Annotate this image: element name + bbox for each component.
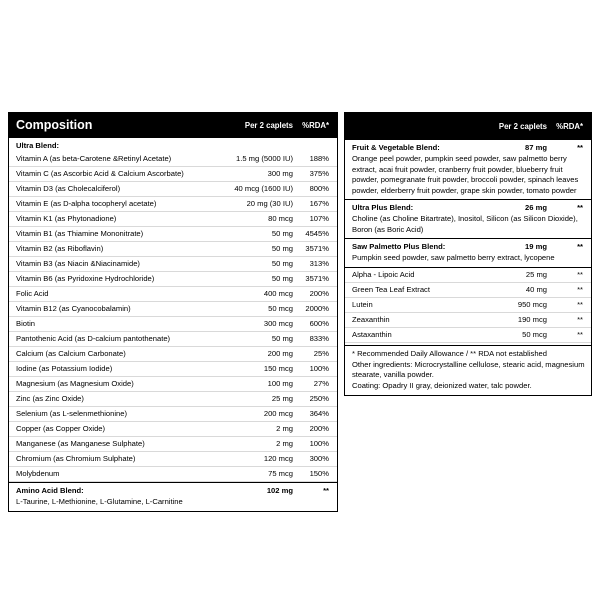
blends-header-per-2-caplets: Per 2 caplets xyxy=(498,122,547,131)
footnote-coating: Coating: Opadry II gray, deionized water, talc powder. xyxy=(352,380,532,390)
table-row xyxy=(9,287,337,302)
group-description: Choline (as Choline Bitartrate), Inositol, Silicon (as Silicon Dioxide), Boron (as Boric Acid) xyxy=(352,214,578,234)
table-row xyxy=(9,212,337,227)
table-row xyxy=(9,317,337,332)
nutrient-amount: 190 mcg xyxy=(517,315,547,324)
nutrient-rda: 107% xyxy=(309,214,329,223)
nutrient-name: Vitamin A (as beta-Carotene &Retinyl Acetate) xyxy=(16,154,172,163)
nutrient-amount: 50 mg xyxy=(271,259,293,268)
group-description-saw-palmetto-plus-blend xyxy=(345,253,591,267)
nutrient-name: Chromium (as Chromium Sulphate) xyxy=(16,454,136,463)
nutrient-amount: 1.5 mg (5000 IU) xyxy=(236,154,293,163)
composition-header xyxy=(9,113,337,138)
table-row xyxy=(9,437,337,452)
nutrient-amount: 300 mcg xyxy=(263,319,293,328)
nutrient-amount: 40 mg xyxy=(525,285,547,294)
composition-title: Composition xyxy=(16,118,93,132)
nutrient-amount: 50 mcg xyxy=(268,304,293,313)
nutrient-amount: 50 mg xyxy=(271,334,293,343)
nutrient-amount: 200 mcg xyxy=(263,409,293,418)
nutrient-rda: 2000% xyxy=(305,304,329,313)
nutrient-amount: 120 mcg xyxy=(263,454,293,463)
nutrient-name: Calcium (as Calcium Carbonate) xyxy=(16,349,126,358)
nutrient-name: Folic Acid xyxy=(16,289,49,298)
table-row xyxy=(9,182,337,197)
nutrient-amount: 300 mg xyxy=(267,169,293,178)
group-rda: ** xyxy=(577,242,583,251)
nutrient-amount: 200 mg xyxy=(267,349,293,358)
group-amount: 102 mg xyxy=(266,486,293,495)
nutrient-amount: 25 mg xyxy=(525,270,547,279)
table-row xyxy=(9,467,337,482)
nutrient-amount: 50 mg xyxy=(271,274,293,283)
nutrient-name: Lutein xyxy=(352,300,373,309)
group-rda: ** xyxy=(323,486,329,495)
table-row xyxy=(9,452,337,467)
nutrient-rda: 300% xyxy=(309,454,329,463)
nutrient-rda: 600% xyxy=(309,319,329,328)
table-row xyxy=(9,407,337,422)
group-description: Orange peel powder, pumpkin seed powder, saw palmetto berry extract, acai fruit powder, cranberry fruit powder, blueberry fruit powder, pomegranate fruit powder, broccoli powder, spinach leaves powder, elderberry fruit powder, grape skin powder, tomato powder xyxy=(352,154,579,195)
table-row xyxy=(9,227,337,242)
group-name: Saw Palmetto Plus Blend: xyxy=(352,242,446,251)
group-description: Pumpkin seed powder, saw palmetto berry extract, lycopene xyxy=(352,253,555,262)
composition-header-rda: %RDA* xyxy=(302,120,329,130)
group-name: Ultra Plus Blend: xyxy=(352,203,414,212)
nutrient-name: Vitamin B12 (as Cyanocobalamin) xyxy=(16,304,131,313)
group-amount: 26 mg xyxy=(525,203,547,212)
composition-panel xyxy=(8,112,338,512)
nutrient-rda: 3571% xyxy=(305,244,329,253)
nutrient-name: Copper (as Copper Oxide) xyxy=(16,424,106,433)
blends-section xyxy=(345,140,591,395)
nutrient-name: Vitamin B2 (as Riboflavin) xyxy=(16,244,104,253)
nutrient-name: Iodine (as Potassium Iodide) xyxy=(16,364,113,373)
blends-header xyxy=(345,113,591,140)
group-description-ultra-plus-blend xyxy=(345,214,591,238)
table-row xyxy=(9,167,337,182)
group-description-fruit-vegetable-blend xyxy=(345,154,591,199)
nutrient-name: Magnesium (as Magnesium Oxide) xyxy=(16,379,134,388)
table-row xyxy=(345,328,591,343)
nutrient-rda: 250% xyxy=(309,394,329,403)
nutrient-name: Biotin xyxy=(16,319,35,328)
nutrient-amount: 2 mg xyxy=(276,439,293,448)
nutrient-rda: 833% xyxy=(309,334,329,343)
nutrient-amount: 400 mcg xyxy=(263,289,293,298)
group-description: L-Taurine, L-Methionine, L-Glutamine, L-Carnitine xyxy=(16,497,183,506)
table-row xyxy=(9,257,337,272)
nutrient-rda: 27% xyxy=(313,379,329,388)
blends-panel xyxy=(344,112,592,396)
nutrient-rda: ** xyxy=(577,270,583,279)
nutrient-amount: 80 mcg xyxy=(268,214,293,223)
table-row xyxy=(9,197,337,212)
nutrient-rda: ** xyxy=(577,300,583,309)
footnotes xyxy=(345,346,591,395)
nutrient-name: Zinc (as Zinc Oxide) xyxy=(16,394,84,403)
table-row xyxy=(345,313,591,328)
nutrient-amount: 950 mcg xyxy=(517,300,547,309)
table-row xyxy=(9,332,337,347)
nutrient-name: Molybdenum xyxy=(16,469,60,478)
group-name: Ultra Blend: xyxy=(16,141,60,150)
nutrient-rda: 100% xyxy=(309,439,329,448)
nutrient-name: Vitamin B6 (as Pyridoxine Hydrochloride) xyxy=(16,274,155,283)
nutrient-amount: 100 mg xyxy=(267,379,293,388)
nutrient-amount: 2 mg xyxy=(276,424,293,433)
nutrient-rda: 375% xyxy=(309,169,329,178)
nutrient-amount: 50 mg xyxy=(271,244,293,253)
nutrient-rda: 188% xyxy=(309,154,329,163)
group-name: Amino Acid Blend: xyxy=(16,486,84,495)
nutrient-name: Selenium (as L-selenmethionine) xyxy=(16,409,128,418)
table-row xyxy=(9,302,337,317)
group-heading-fruit-vegetable-blend xyxy=(345,140,591,154)
nutrient-amount: 50 mg xyxy=(271,229,293,238)
nutrient-name: Astaxanthin xyxy=(352,330,392,339)
table-row xyxy=(9,392,337,407)
nutrient-rda: 364% xyxy=(309,409,329,418)
group-rda: ** xyxy=(577,203,583,212)
footnote-rda: * Recommended Daily Allowance / ** RDA not established xyxy=(352,349,548,358)
nutrient-rda: 167% xyxy=(309,199,329,208)
nutrient-rda: 150% xyxy=(309,469,329,478)
blends-header-rda: %RDA* xyxy=(556,122,583,131)
group-heading-ultra-plus-blend xyxy=(345,199,591,214)
table-row xyxy=(9,422,337,437)
group-heading-amino-acid-blend xyxy=(9,482,337,497)
ultra-blend-section xyxy=(9,138,337,511)
group-rda: ** xyxy=(577,143,583,152)
nutrient-amount: 20 mg (30 IU) xyxy=(246,199,293,208)
nutrient-rda: ** xyxy=(577,285,583,294)
nutrient-name: Green Tea Leaf Extract xyxy=(352,285,430,294)
group-heading-saw-palmetto-plus-blend xyxy=(345,238,591,253)
nutrient-rda: 4545% xyxy=(305,229,329,238)
nutrient-rda: 200% xyxy=(309,289,329,298)
nutrient-name: Vitamin B3 (as Niacin &Niacinamide) xyxy=(16,259,140,268)
table-row xyxy=(9,377,337,392)
table-row xyxy=(9,347,337,362)
nutrient-name: Vitamin K1 (as Phytonadione) xyxy=(16,214,117,223)
nutrient-name: Zeaxanthin xyxy=(352,315,390,324)
nutrient-amount: 150 mcg xyxy=(263,364,293,373)
composition-header-per-2-caplets: Per 2 caplets xyxy=(244,120,293,130)
table-row xyxy=(9,242,337,257)
nutrient-name: Vitamin D3 (as Cholecalciferol) xyxy=(16,184,121,193)
table-row xyxy=(9,362,337,377)
panels-container xyxy=(8,112,592,512)
nutrient-name: Vitamin E (as D-alpha tocopheryl acetate) xyxy=(16,199,157,208)
group-description-amino-acid-blend xyxy=(9,497,337,511)
nutrient-amount: 40 mcg (1600 IU) xyxy=(234,184,293,193)
nutrient-rda: ** xyxy=(577,330,583,339)
group-heading-ultra-blend xyxy=(9,138,337,152)
group-amount: 87 mg xyxy=(525,143,547,152)
nutrient-rda: 800% xyxy=(309,184,329,193)
nutrient-name: Vitamin C (as Ascorbic Acid & Calcium Ascorbate) xyxy=(16,169,184,178)
nutrient-name: Alpha - Lipoic Acid xyxy=(352,270,415,279)
table-row xyxy=(345,267,591,283)
nutrient-name: Manganese (as Manganese Sulphate) xyxy=(16,439,145,448)
nutrient-rda: 25% xyxy=(313,349,329,358)
nutrient-amount: 50 mcg xyxy=(522,330,547,339)
nutrient-rda: 313% xyxy=(309,259,329,268)
nutrient-amount: 75 mcg xyxy=(268,469,293,478)
group-name: Fruit & Vegetable Blend: xyxy=(352,143,440,152)
table-row xyxy=(9,272,337,287)
nutrient-rda: ** xyxy=(577,315,583,324)
footnote-other-ingredients: Other ingredients: Microcrystalline cellulose, stearic acid, magnesium stearate, vanilla powder. xyxy=(352,359,585,379)
table-row xyxy=(9,152,337,167)
nutrient-name: Pantothenic Acid (as D-calcium pantothenate) xyxy=(16,334,171,343)
nutrient-rda: 200% xyxy=(309,424,329,433)
nutrient-amount: 25 mg xyxy=(271,394,293,403)
group-amount: 19 mg xyxy=(525,242,547,251)
nutrient-rda: 100% xyxy=(309,364,329,373)
table-row xyxy=(345,298,591,313)
nutrient-name: Vitamin B1 (as Thiamine Mononitrate) xyxy=(16,229,144,238)
nutrient-rda: 3571% xyxy=(305,274,329,283)
table-row xyxy=(345,283,591,298)
